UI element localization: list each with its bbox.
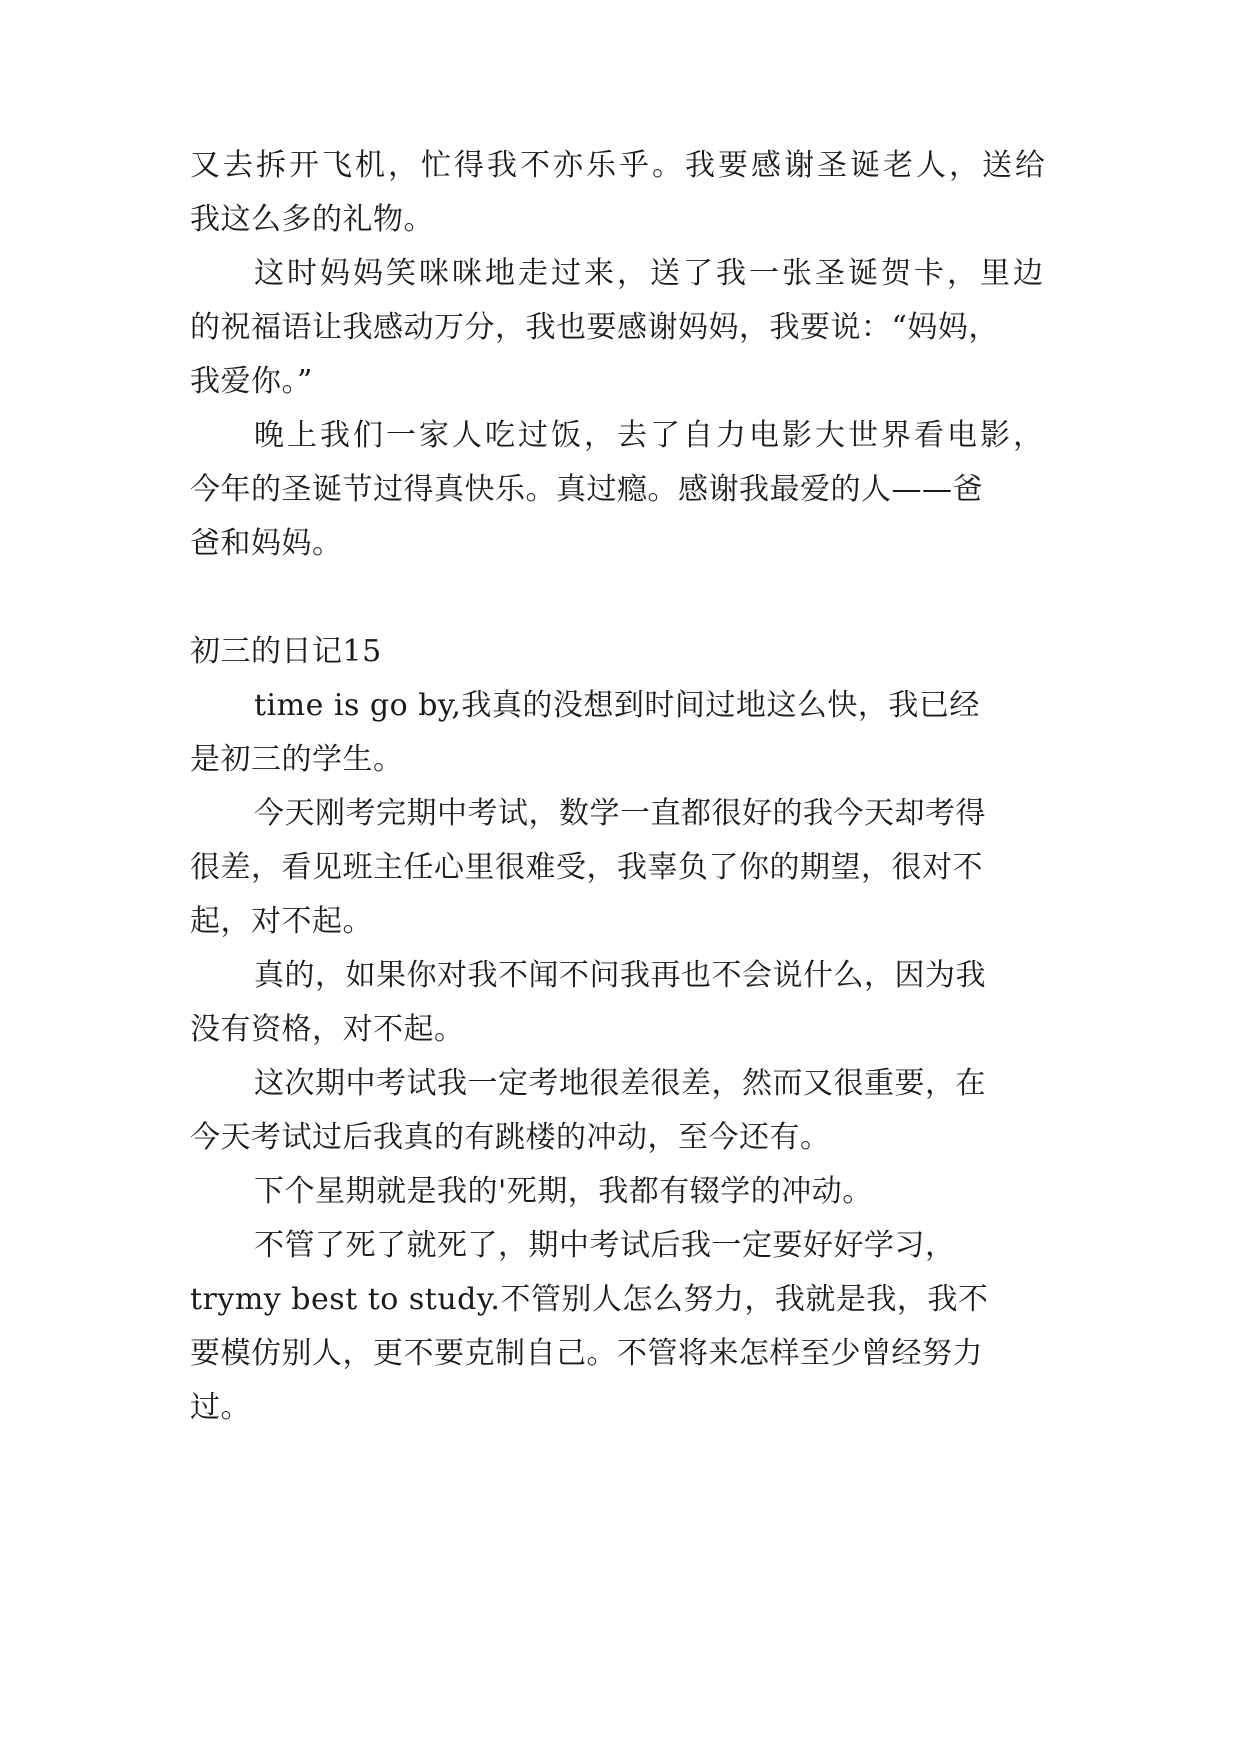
text-line: 的祝福语让我感动万分，我也要感谢妈妈，我要说：“妈妈， <box>190 310 999 345</box>
text-line: 又去拆开飞机，忙得我不亦乐乎。我要感谢圣诞老人，送给 <box>190 148 1048 183</box>
text-line: 起，对不起。 <box>190 904 373 939</box>
text-line: 我爱你。” <box>190 364 313 399</box>
text-line: 下个星期就是我的'死期，我都有辍学的冲动。 <box>254 1174 873 1209</box>
text-line: trymy best to study.不管别人怎么努力，我就是我，我不 <box>190 1282 989 1317</box>
text-line: 今年的圣诞节过得真快乐。真过瘾。感谢我最爱的人——爸 <box>190 472 983 507</box>
text-line: 这次期中考试我一定考地很差很差，然而又很重要，在 <box>254 1066 986 1101</box>
text-line: 今天考试过后我真的有跳楼的冲动，至今还有。 <box>190 1120 831 1155</box>
text-line: 要模仿别人，更不要克制自己。不管将来怎样至少曾经努力 <box>190 1336 983 1371</box>
text-line: 这时妈妈笑咪咪地走过来，送了我一张圣诞贺卡，里边 <box>254 256 1046 291</box>
text-line: 不管了死了就死了，期中考试后我一定要好好学习， <box>254 1228 956 1263</box>
text-line: 晚上我们一家人吃过饭，去了自力电影大世界看电影， <box>254 418 1046 453</box>
text-line: 我这么多的礼物。 <box>190 202 434 237</box>
text-line: 爸和妈妈。 <box>190 526 343 561</box>
text-line: 过。 <box>190 1390 251 1425</box>
section-title: 初三的日记15 <box>190 634 382 669</box>
text-line: 是初三的学生。 <box>190 742 404 777</box>
text-line: 真的，如果你对我不闻不问我再也不会说什么，因为我 <box>254 958 986 993</box>
text-line: 很差，看见班主任心里很难受，我辜负了你的期望，很对不 <box>190 850 983 885</box>
text-line: 没有资格，对不起。 <box>190 1012 465 1047</box>
text-line: 今天刚考完期中考试，数学一直都很好的我今天却考得 <box>254 796 986 831</box>
text-line: time is go by,我真的没想到时间过地这么快，我已经 <box>254 688 980 723</box>
